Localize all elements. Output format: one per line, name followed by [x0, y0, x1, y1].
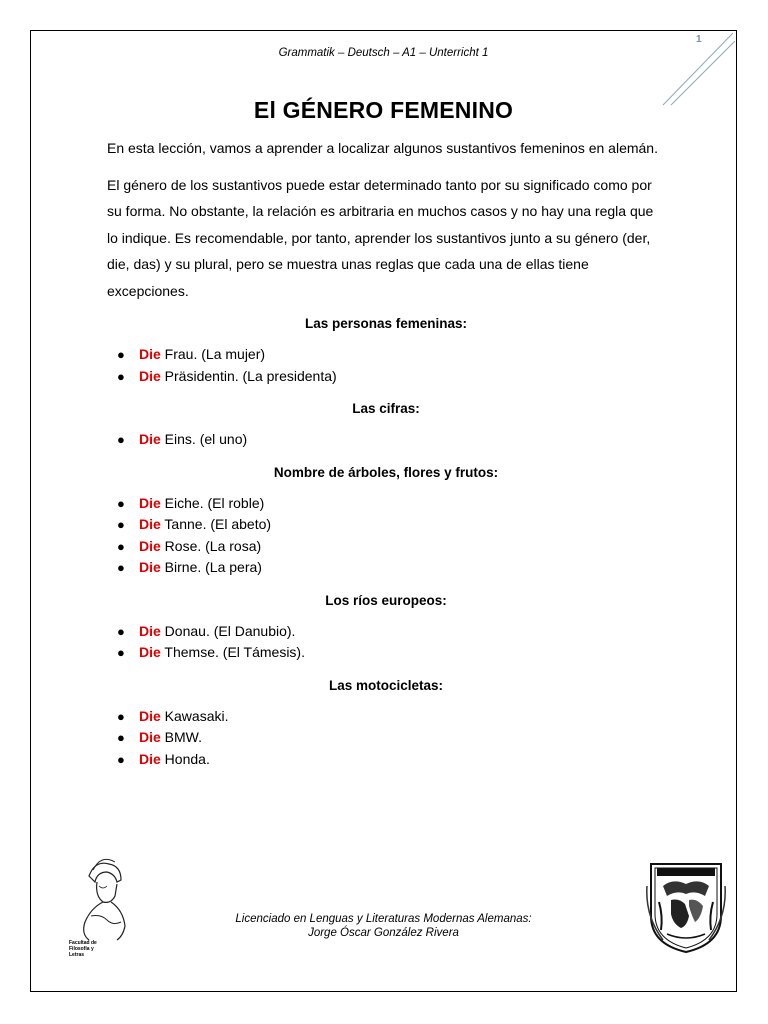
- list-item: [117, 366, 665, 388]
- noun-list: [107, 429, 665, 451]
- section-title: Nombre de árboles, flores y frutos:: [273, 464, 499, 480]
- article-die: Die: [139, 367, 161, 384]
- section: [107, 399, 665, 451]
- noun-text: Tanne. (El abeto): [160, 516, 272, 532]
- page-number: 1: [696, 34, 702, 45]
- bullet-icon: ●: [117, 368, 125, 384]
- section-title: Las personas femeninas:: [304, 316, 468, 331]
- page-title: El GÉNERO FEMENINO: [253, 97, 514, 123]
- section-title: Las motocicletas:: [328, 677, 444, 693]
- bullet-icon: ●: [117, 517, 125, 532]
- list-item: [117, 344, 665, 366]
- list-item: [117, 429, 665, 451]
- list-item: [117, 727, 665, 749]
- noun-text: Frau. (La mujer): [160, 346, 266, 362]
- list-item: [117, 493, 665, 515]
- document-page: [30, 30, 737, 992]
- bullet-icon: ●: [117, 538, 125, 554]
- list-item: [117, 642, 665, 664]
- bullet-icon: ●: [117, 751, 125, 767]
- article-die: Die: [139, 494, 161, 511]
- list-item: [117, 514, 665, 536]
- section: [107, 463, 665, 579]
- faculty-logo-text: Letras: [69, 952, 85, 956]
- section: [107, 314, 665, 387]
- article-die: Die: [139, 559, 161, 575]
- article-die: Die: [139, 431, 161, 447]
- noun-text: BMW.: [160, 729, 203, 745]
- article-die: Die: [139, 346, 161, 362]
- noun-text: Eins. (el uno): [160, 431, 248, 447]
- section: [107, 676, 665, 771]
- list-item: [117, 536, 665, 558]
- page-header: Grammatik – Deutsch – A1 – Unterricht 1: [278, 47, 489, 59]
- intro-paragraph: En esta lección, vamos a aprender a localizar algunos sustantivos femeninos en alemán.: [107, 140, 658, 156]
- list-item: [117, 621, 665, 643]
- article-die: Die: [139, 729, 161, 745]
- noun-text: Honda.: [160, 750, 210, 767]
- noun-text: Rose. (La rosa): [160, 537, 262, 554]
- noun-list: [107, 493, 665, 579]
- intro-paragraph: El género de los sustantivos puede estar determinado tanto por su significado como por su forma. No obstante, la relación es arbitraria en muchos casos y no hay una regla que lo indique. Es recomendable, por tanto, aprender los sustantivos junto a su género (der, die, das) y su plural, pero se muestra unas reglas que cada una de ellas tiene excepciones.: [107, 176, 654, 299]
- article-die: Die: [139, 537, 161, 554]
- main-content: [107, 135, 665, 782]
- footer-credits: [31, 912, 736, 940]
- bullet-icon: ●: [117, 560, 125, 575]
- bullet-icon: ●: [117, 708, 125, 724]
- section-title: Los ríos europeos:: [325, 592, 447, 608]
- noun-text: Themse. (El Támesis).: [160, 644, 305, 660]
- bullet-icon: ●: [117, 623, 125, 639]
- faculty-logo-text: Filosofía y: [69, 946, 94, 952]
- noun-text: Birne. (La pera): [160, 559, 262, 575]
- footer-line: Licenciado en Lenguas y Literaturas Modernas Alemanas:: [235, 913, 532, 925]
- list-item: [117, 706, 665, 728]
- section: [107, 591, 665, 664]
- noun-text: Präsidentin. (La presidenta): [160, 367, 337, 384]
- noun-list: [107, 621, 665, 664]
- bullet-icon: ●: [117, 495, 125, 511]
- noun-list: [107, 344, 665, 387]
- bullet-icon: ●: [117, 645, 125, 660]
- noun-text: Eiche. (El roble): [160, 494, 265, 511]
- bullet-icon: ●: [117, 347, 125, 362]
- article-die: Die: [139, 707, 161, 724]
- bullet-icon: ●: [117, 432, 125, 447]
- faculty-athena-logo: [67, 856, 147, 956]
- noun-text: Kawasaki.: [160, 707, 229, 724]
- article-die: Die: [139, 622, 161, 639]
- unam-seal-logo: [643, 856, 729, 956]
- section-title: Las cifras:: [352, 401, 420, 416]
- article-die: Die: [139, 516, 161, 532]
- noun-text: Donau. (El Danubio).: [160, 622, 296, 639]
- noun-list: [107, 706, 665, 771]
- list-item: [117, 749, 665, 771]
- bullet-icon: ●: [117, 730, 125, 745]
- footer-line: Jorge Óscar González Rivera: [308, 927, 459, 939]
- list-item: [117, 557, 665, 579]
- faculty-logo-text: Facultad de: [69, 940, 97, 946]
- article-die: Die: [139, 644, 161, 660]
- article-die: Die: [139, 750, 161, 767]
